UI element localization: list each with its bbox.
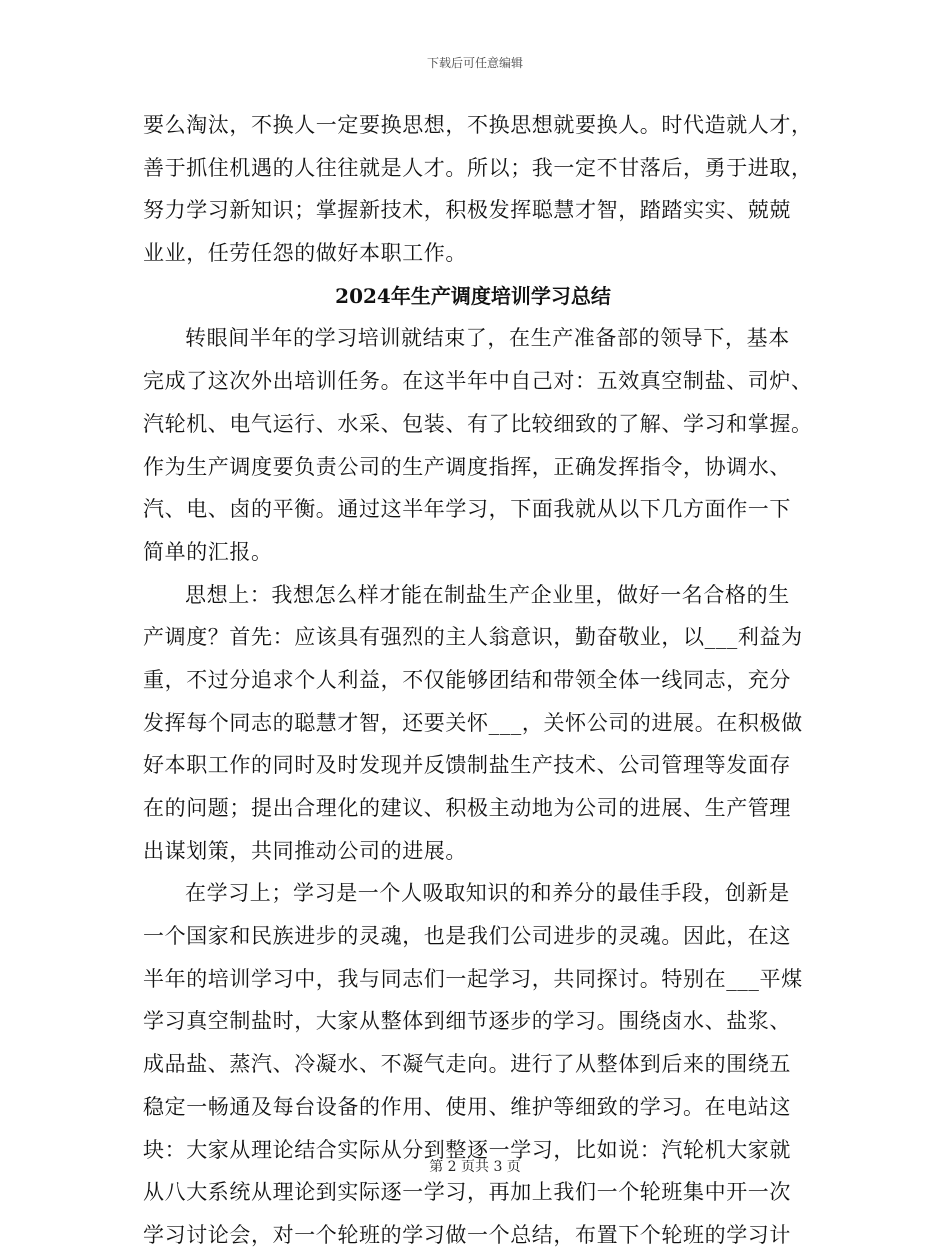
text-line: 稳定一畅通及每台设备的作用、使用、维护等细致的学习。在电站这 <box>143 1094 791 1119</box>
text-line: 努力学习新知识；掌握新技术，积极发挥聪慧才智，踏踏实实、兢兢 <box>143 198 791 223</box>
text-line: 在的问题；提出合理化的建议、积极主动地为公司的进展、生产管理 <box>143 796 791 820</box>
text-line: 在学习上；学习是一个人吸取知识的和养分的最佳手段，创新是 <box>185 881 790 906</box>
text-line: 汽、电、卤的平衡。通过这半年学习，下面我就从以下几方面作一下 <box>143 497 791 522</box>
page-content <box>143 104 813 1257</box>
text-line: 半年的培训学习中，我与同志们一起学习，共同探讨。特别在___平煤 <box>143 966 803 991</box>
page-footer: 第 2 页共 3 页 <box>429 1159 521 1175</box>
paragraph-1 <box>143 317 813 573</box>
text-line: 出谋划策，共同推动公司的进展。 <box>143 838 467 863</box>
page-header: 下载后可任意编辑 <box>426 56 523 70</box>
text-line: 善于抓住机遇的人往往就是人才。所以；我一定不甘落后，勇于进取， <box>143 155 813 180</box>
text-line: 学习讨论会，对一个轮班的学习做一个总结，布置下个轮班的学习计 <box>143 1222 791 1247</box>
text-line: 学习真空制盐时，大家从整体到细节逐步的学习。围绕卤水、盐浆、 <box>143 1009 791 1034</box>
section-title: 2024年生产调度培训学习总结 <box>335 283 611 308</box>
text-line: 转眼间半年的学习培训就结束了，在生产准备部的领导下，基本 <box>185 326 790 351</box>
text-line: 完成了这次外出培训任务。在这半年中自己对：五效真空制盐、司炉、 <box>143 369 813 394</box>
text-line: 发挥每个同志的聪慧才智，还要关怀___，关怀公司的进展。在积极做 <box>143 710 803 735</box>
text-line: 从八大系统从理论到实际逐一学习，再加上我们一个轮班集中开一次 <box>143 1180 791 1205</box>
text-line: 业业，任劳任怨的做好本职工作。 <box>143 241 467 266</box>
text-line: 产调度？首先：应该具有强烈的主人翁意识，勤奋敬业，以___利益为 <box>143 625 803 650</box>
text-line: 汽轮机、电气运行、水采、包装、有了比较细致的了解、学习和掌握。 <box>143 411 813 436</box>
text-line: 思想上：我想怎么样才能在制盐生产企业里，做好一名合格的生 <box>185 582 790 607</box>
intro-paragraph <box>143 104 813 275</box>
paragraph-2 <box>143 574 803 873</box>
text-line: 简单的汇报。 <box>143 539 273 564</box>
text-line: 要么淘汰，不换人一定要换思想，不换思想就要换人。时代造就人才， <box>143 113 813 137</box>
text-line: 好本职工作的同时及时发现并反馈制盐生产技术、公司管理等发面存 <box>143 753 791 778</box>
text-line: 一个国家和民族进步的灵魂，也是我们公司进步的灵魂。因此，在这 <box>143 924 791 949</box>
text-line: 块：大家从理论结合实际从分到整逐一学习，比如说：汽轮机大家就 <box>143 1137 791 1162</box>
text-line: 重，不过分追求个人利益，不仅能够团结和带领全体一线同志，充分 <box>143 667 791 692</box>
text-line: 成品盐、蒸汽、冷凝水、不凝气走向。进行了从整体到后来的围绕五 <box>143 1052 791 1077</box>
text-line: 作为生产调度要负责公司的生产调度指挥，正确发挥指令，协调水、 <box>143 454 791 479</box>
paragraph-3 <box>143 872 803 1256</box>
